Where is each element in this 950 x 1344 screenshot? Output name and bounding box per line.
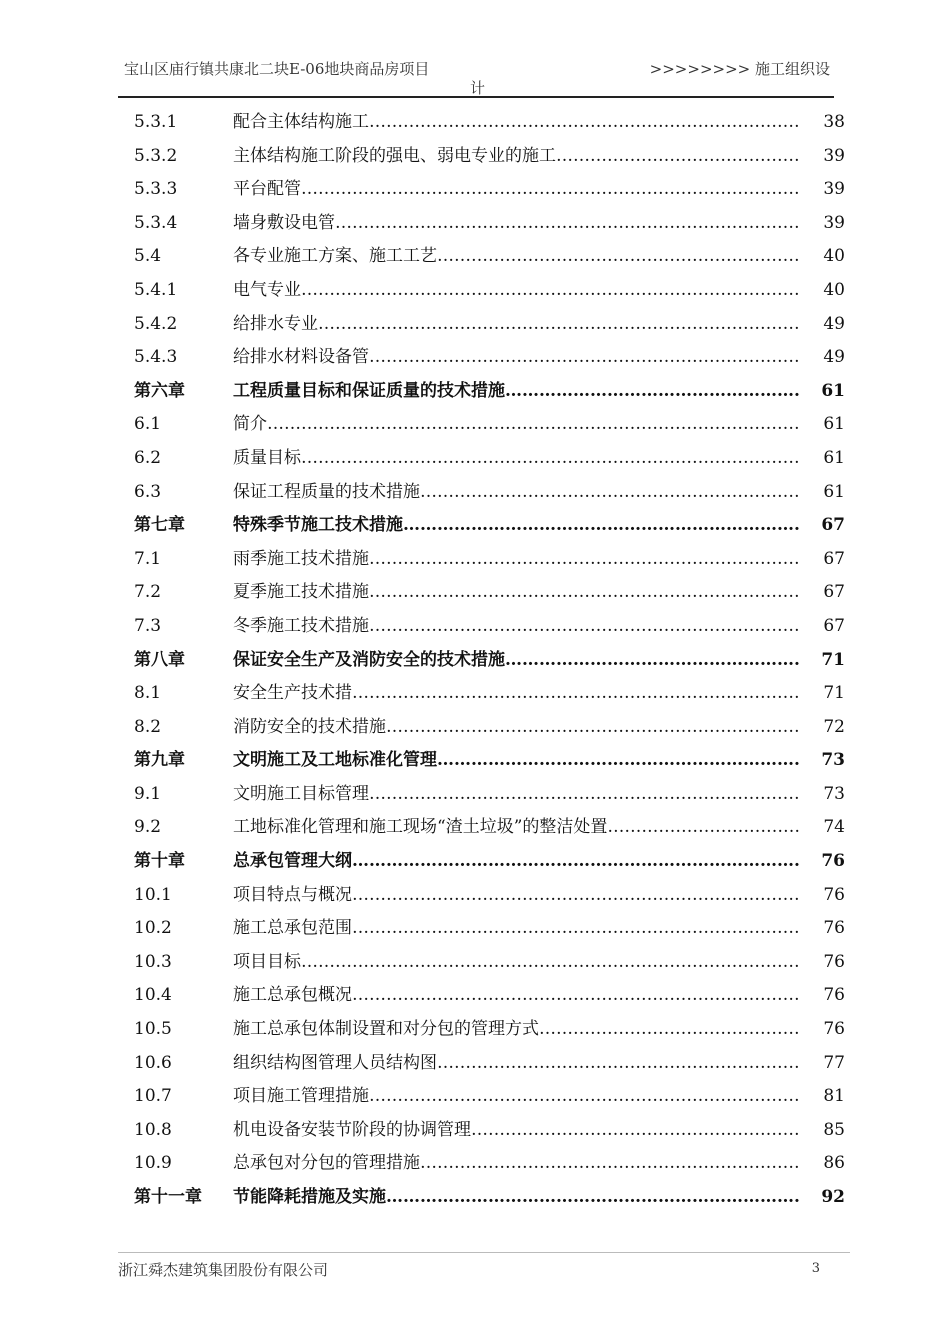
toc-entry-title: 工地标准化管理和施工现场“渣土垃圾”的整洁处置 ………………………………………………………………………………………………………………………………………… — [233, 811, 799, 845]
toc-section-entry[interactable] — [134, 207, 846, 241]
toc-entry-page: 85 — [823, 1119, 845, 1140]
toc-entry-page: 61 — [823, 447, 845, 468]
toc-entry-page: 67 — [823, 582, 845, 603]
toc-entry-number: 5.3.3 — [134, 179, 178, 200]
toc-entry-number: 9.1 — [134, 783, 162, 804]
toc-entry-page: 67 — [823, 615, 845, 636]
toc-entry-number: 10.9 — [134, 1153, 172, 1174]
toc-entry-number: 第十章 — [134, 851, 185, 872]
toc-entry-title: 简介 ………………………………………………………………………………………………………………………………………… — [233, 408, 799, 442]
toc-chapter-entry[interactable] — [134, 744, 846, 778]
toc-entry-page: 39 — [823, 145, 845, 166]
toc-entry-page: 76 — [823, 951, 845, 972]
toc-entry-page: 72 — [823, 716, 845, 737]
toc-entry-title: 给排水材料设备管 ………………………………………………………………………………………………………………………………………… — [233, 341, 799, 375]
toc-entry-title: 施工总承包体制设置和对分包的管理方式 ………………………………………………………………………………………………………………………………………… — [233, 1013, 799, 1047]
toc-entry-title: 消防安全的技术措施 ………………………………………………………………………………………………………………………………………… — [233, 711, 799, 745]
toc-section-entry[interactable] — [134, 106, 846, 140]
toc-entry-number: 第七章 — [134, 515, 185, 536]
toc-entry-title: 总承包对分包的管理措施 ………………………………………………………………………………………………………………………………………… — [233, 1147, 799, 1181]
toc-section-entry[interactable] — [134, 912, 846, 946]
toc-entry-title: 质量目标 ………………………………………………………………………………………………………………………………………… — [233, 442, 799, 476]
toc-entry-number: 6.2 — [134, 447, 162, 468]
toc-section-entry[interactable] — [134, 1114, 846, 1148]
toc-entry-page: 74 — [823, 817, 845, 838]
toc-entry-number: 5.3.2 — [134, 145, 178, 166]
toc-entry-title: 主体结构施工阶段的强电、弱电专业的施工 ………………………………………………………………………………………………………………………………………… — [233, 140, 799, 174]
toc-entry-page: 86 — [823, 1153, 845, 1174]
toc-entry-number: 第十一章 — [134, 1187, 202, 1207]
toc-section-entry[interactable] — [134, 341, 846, 375]
toc-entry-number: 7.2 — [134, 582, 162, 603]
toc-entry-number: 9.2 — [134, 817, 162, 838]
header-wrapped-text: 计 — [470, 79, 486, 97]
toc-entry-title: 项目特点与概况 ………………………………………………………………………………………………………………………………………… — [233, 879, 799, 913]
toc-entry-page: 76 — [823, 1019, 845, 1040]
toc-chapter-entry[interactable] — [134, 509, 846, 543]
toc-section-entry[interactable] — [134, 476, 846, 510]
toc-entry-title: 项目目标 ………………………………………………………………………………………………………………………………………… — [233, 946, 799, 980]
toc-entry-page: 76 — [823, 918, 845, 939]
toc-section-entry[interactable] — [134, 140, 846, 174]
toc-section-entry[interactable] — [134, 711, 846, 745]
table-of-contents — [134, 106, 846, 1215]
toc-entry-page: 76 — [823, 884, 845, 905]
toc-entry-title: 配合主体结构施工 ………………………………………………………………………………………………………………………………………… — [233, 106, 799, 140]
toc-entry-page: 81 — [823, 1086, 845, 1107]
toc-entry-number: 6.3 — [134, 481, 162, 502]
toc-entry-number: 第九章 — [134, 750, 185, 771]
toc-entry-page: 61 — [823, 481, 845, 502]
toc-entry-number: 10.7 — [134, 1086, 172, 1107]
toc-section-entry[interactable] — [134, 274, 846, 308]
page-header — [118, 56, 834, 98]
toc-entry-page: 73 — [823, 783, 845, 804]
toc-section-entry[interactable] — [134, 879, 846, 913]
toc-entry-number: 第八章 — [134, 649, 185, 670]
toc-entry-title: 各专业施工方案、施工工艺 ………………………………………………………………………………………………………………………………………… — [233, 240, 799, 274]
toc-section-entry[interactable] — [134, 979, 846, 1013]
toc-section-entry[interactable] — [134, 1147, 846, 1181]
header-document-type: >>>>>>>> 施工组织设 — [649, 60, 830, 78]
toc-entry-number: 7.3 — [134, 615, 162, 636]
toc-entry-title: 保证安全生产及消防安全的技术措施 ………………………………………………………………………………………………………………………………………… — [233, 644, 799, 678]
toc-entry-number: 10.4 — [134, 985, 172, 1006]
toc-section-entry[interactable] — [134, 442, 846, 476]
toc-entry-title: 电气专业 ………………………………………………………………………………………………………………………………………… — [233, 274, 799, 308]
toc-entry-number: 5.4.3 — [134, 347, 178, 368]
toc-entry-page: 49 — [823, 347, 845, 368]
toc-entry-number: 5.4 — [134, 246, 162, 267]
toc-entry-number: 10.5 — [134, 1019, 172, 1040]
toc-section-entry[interactable] — [134, 1047, 846, 1081]
toc-entry-number: 10.1 — [134, 884, 172, 905]
toc-entry-number: 10.3 — [134, 951, 172, 972]
toc-section-entry[interactable] — [134, 408, 846, 442]
toc-entry-title: 节能降耗措施及实施 ………………………………………………………………………………………………………………………………………… — [233, 1181, 799, 1215]
toc-entry-page: 61 — [823, 414, 845, 435]
toc-entry-title: 保证工程质量的技术措施 ………………………………………………………………………………………………………………………………………… — [233, 476, 799, 510]
toc-section-entry[interactable] — [134, 576, 846, 610]
toc-entry-number: 5.4.1 — [134, 279, 178, 300]
toc-entry-page: 92 — [821, 1187, 845, 1207]
toc-entry-page: 40 — [823, 279, 845, 300]
toc-entry-page: 73 — [821, 750, 845, 771]
toc-section-entry[interactable] — [134, 610, 846, 644]
toc-entry-page: 38 — [823, 112, 845, 132]
toc-entry-page: 39 — [823, 179, 845, 200]
toc-entry-number: 5.4.2 — [134, 313, 178, 334]
header-project-name: 宝山区庙行镇共康北二块E-06地块商品房项目 — [124, 60, 430, 78]
page-footer — [118, 1252, 850, 1283]
toc-entry-number: 10.6 — [134, 1052, 172, 1073]
toc-entry-title: 施工总承包范围 ………………………………………………………………………………………………………………………………………… — [233, 912, 799, 946]
toc-entry-title: 特殊季节施工技术措施 ………………………………………………………………………………………………………………………………………… — [233, 509, 799, 543]
toc-entry-title: 组织结构图管理人员结构图 ………………………………………………………………………………………………………………………………………… — [233, 1047, 799, 1081]
toc-entry-number: 6.1 — [134, 414, 162, 435]
toc-section-entry[interactable] — [134, 1080, 846, 1114]
toc-entry-number: 第六章 — [134, 380, 185, 401]
toc-chapter-entry[interactable] — [134, 845, 846, 879]
footer-company-name: 浙江舜杰建筑集团股份有限公司 — [118, 1261, 329, 1279]
toc-entry-title: 平台配管 ………………………………………………………………………………………………………………………………………… — [233, 173, 799, 207]
toc-section-entry[interactable] — [134, 543, 846, 577]
toc-entry-number: 5.3.4 — [134, 212, 178, 233]
toc-entry-page: 76 — [823, 985, 845, 1006]
toc-entry-number: 7.1 — [134, 548, 162, 569]
toc-section-entry[interactable] — [134, 173, 846, 207]
toc-entry-title: 安全生产技术措 ………………………………………………………………………………………………………………………………………… — [233, 677, 799, 711]
toc-entry-title: 项目施工管理措施 ………………………………………………………………………………………………………………………………………… — [233, 1080, 799, 1114]
toc-entry-number: 10.8 — [134, 1119, 172, 1140]
toc-entry-number: 8.2 — [134, 716, 162, 737]
toc-entry-title: 夏季施工技术措施 ………………………………………………………………………………………………………………………………………… — [233, 576, 799, 610]
toc-entry-page: 67 — [823, 548, 845, 569]
toc-chapter-entry[interactable] — [134, 1181, 846, 1215]
toc-entry-number: 8.1 — [134, 683, 162, 704]
toc-section-entry[interactable] — [134, 946, 846, 980]
toc-entry-page: 71 — [823, 683, 845, 704]
toc-section-entry[interactable] — [134, 1013, 846, 1047]
toc-entry-title: 文明施工及工地标准化管理 ………………………………………………………………………………………………………………………………………… — [233, 744, 799, 778]
toc-entry-title: 文明施工目标管理 ………………………………………………………………………………………………………………………………………… — [233, 778, 799, 812]
toc-section-entry[interactable] — [134, 677, 846, 711]
toc-entry-title: 总承包管理大纲 ………………………………………………………………………………………………………………………………………… — [233, 845, 799, 879]
toc-chapter-entry[interactable] — [134, 644, 846, 678]
toc-entry-title: 给排水专业 ………………………………………………………………………………………………………………………………………… — [233, 308, 799, 342]
toc-entry-page: 67 — [821, 515, 845, 536]
toc-entry-page: 40 — [823, 246, 845, 267]
toc-chapter-entry[interactable] — [134, 375, 846, 409]
toc-entry-page: 49 — [823, 313, 845, 334]
toc-entry-page: 61 — [821, 380, 845, 401]
toc-section-entry[interactable] — [134, 811, 846, 845]
toc-entry-number: 5.3.1 — [134, 112, 178, 132]
toc-entry-page: 76 — [821, 851, 845, 872]
toc-entry-title: 冬季施工技术措施 ………………………………………………………………………………………………………………………………………… — [233, 610, 799, 644]
toc-section-entry[interactable] — [134, 308, 846, 342]
toc-entry-title: 雨季施工技术措施 ………………………………………………………………………………………………………………………………………… — [233, 543, 799, 577]
toc-section-entry[interactable] — [134, 240, 846, 274]
toc-entry-page: 77 — [823, 1052, 845, 1073]
toc-entry-title: 工程质量目标和保证质量的技术措施 ………………………………………………………………………………………………………………………………………… — [233, 375, 799, 409]
toc-entry-page: 39 — [823, 212, 845, 233]
toc-section-entry[interactable] — [134, 778, 846, 812]
footer-page-number: 3 — [811, 1261, 820, 1276]
toc-entry-page: 71 — [821, 649, 845, 670]
toc-entry-number: 10.2 — [134, 918, 172, 939]
toc-entry-title: 机电设备安装节阶段的协调管理 ………………………………………………………………………………………………………………………………………… — [233, 1114, 799, 1148]
toc-entry-title: 施工总承包概况 ………………………………………………………………………………………………………………………………………… — [233, 979, 799, 1013]
toc-entry-title: 墙身敷设电管 ………………………………………………………………………………………………………………………………………… — [233, 207, 799, 241]
